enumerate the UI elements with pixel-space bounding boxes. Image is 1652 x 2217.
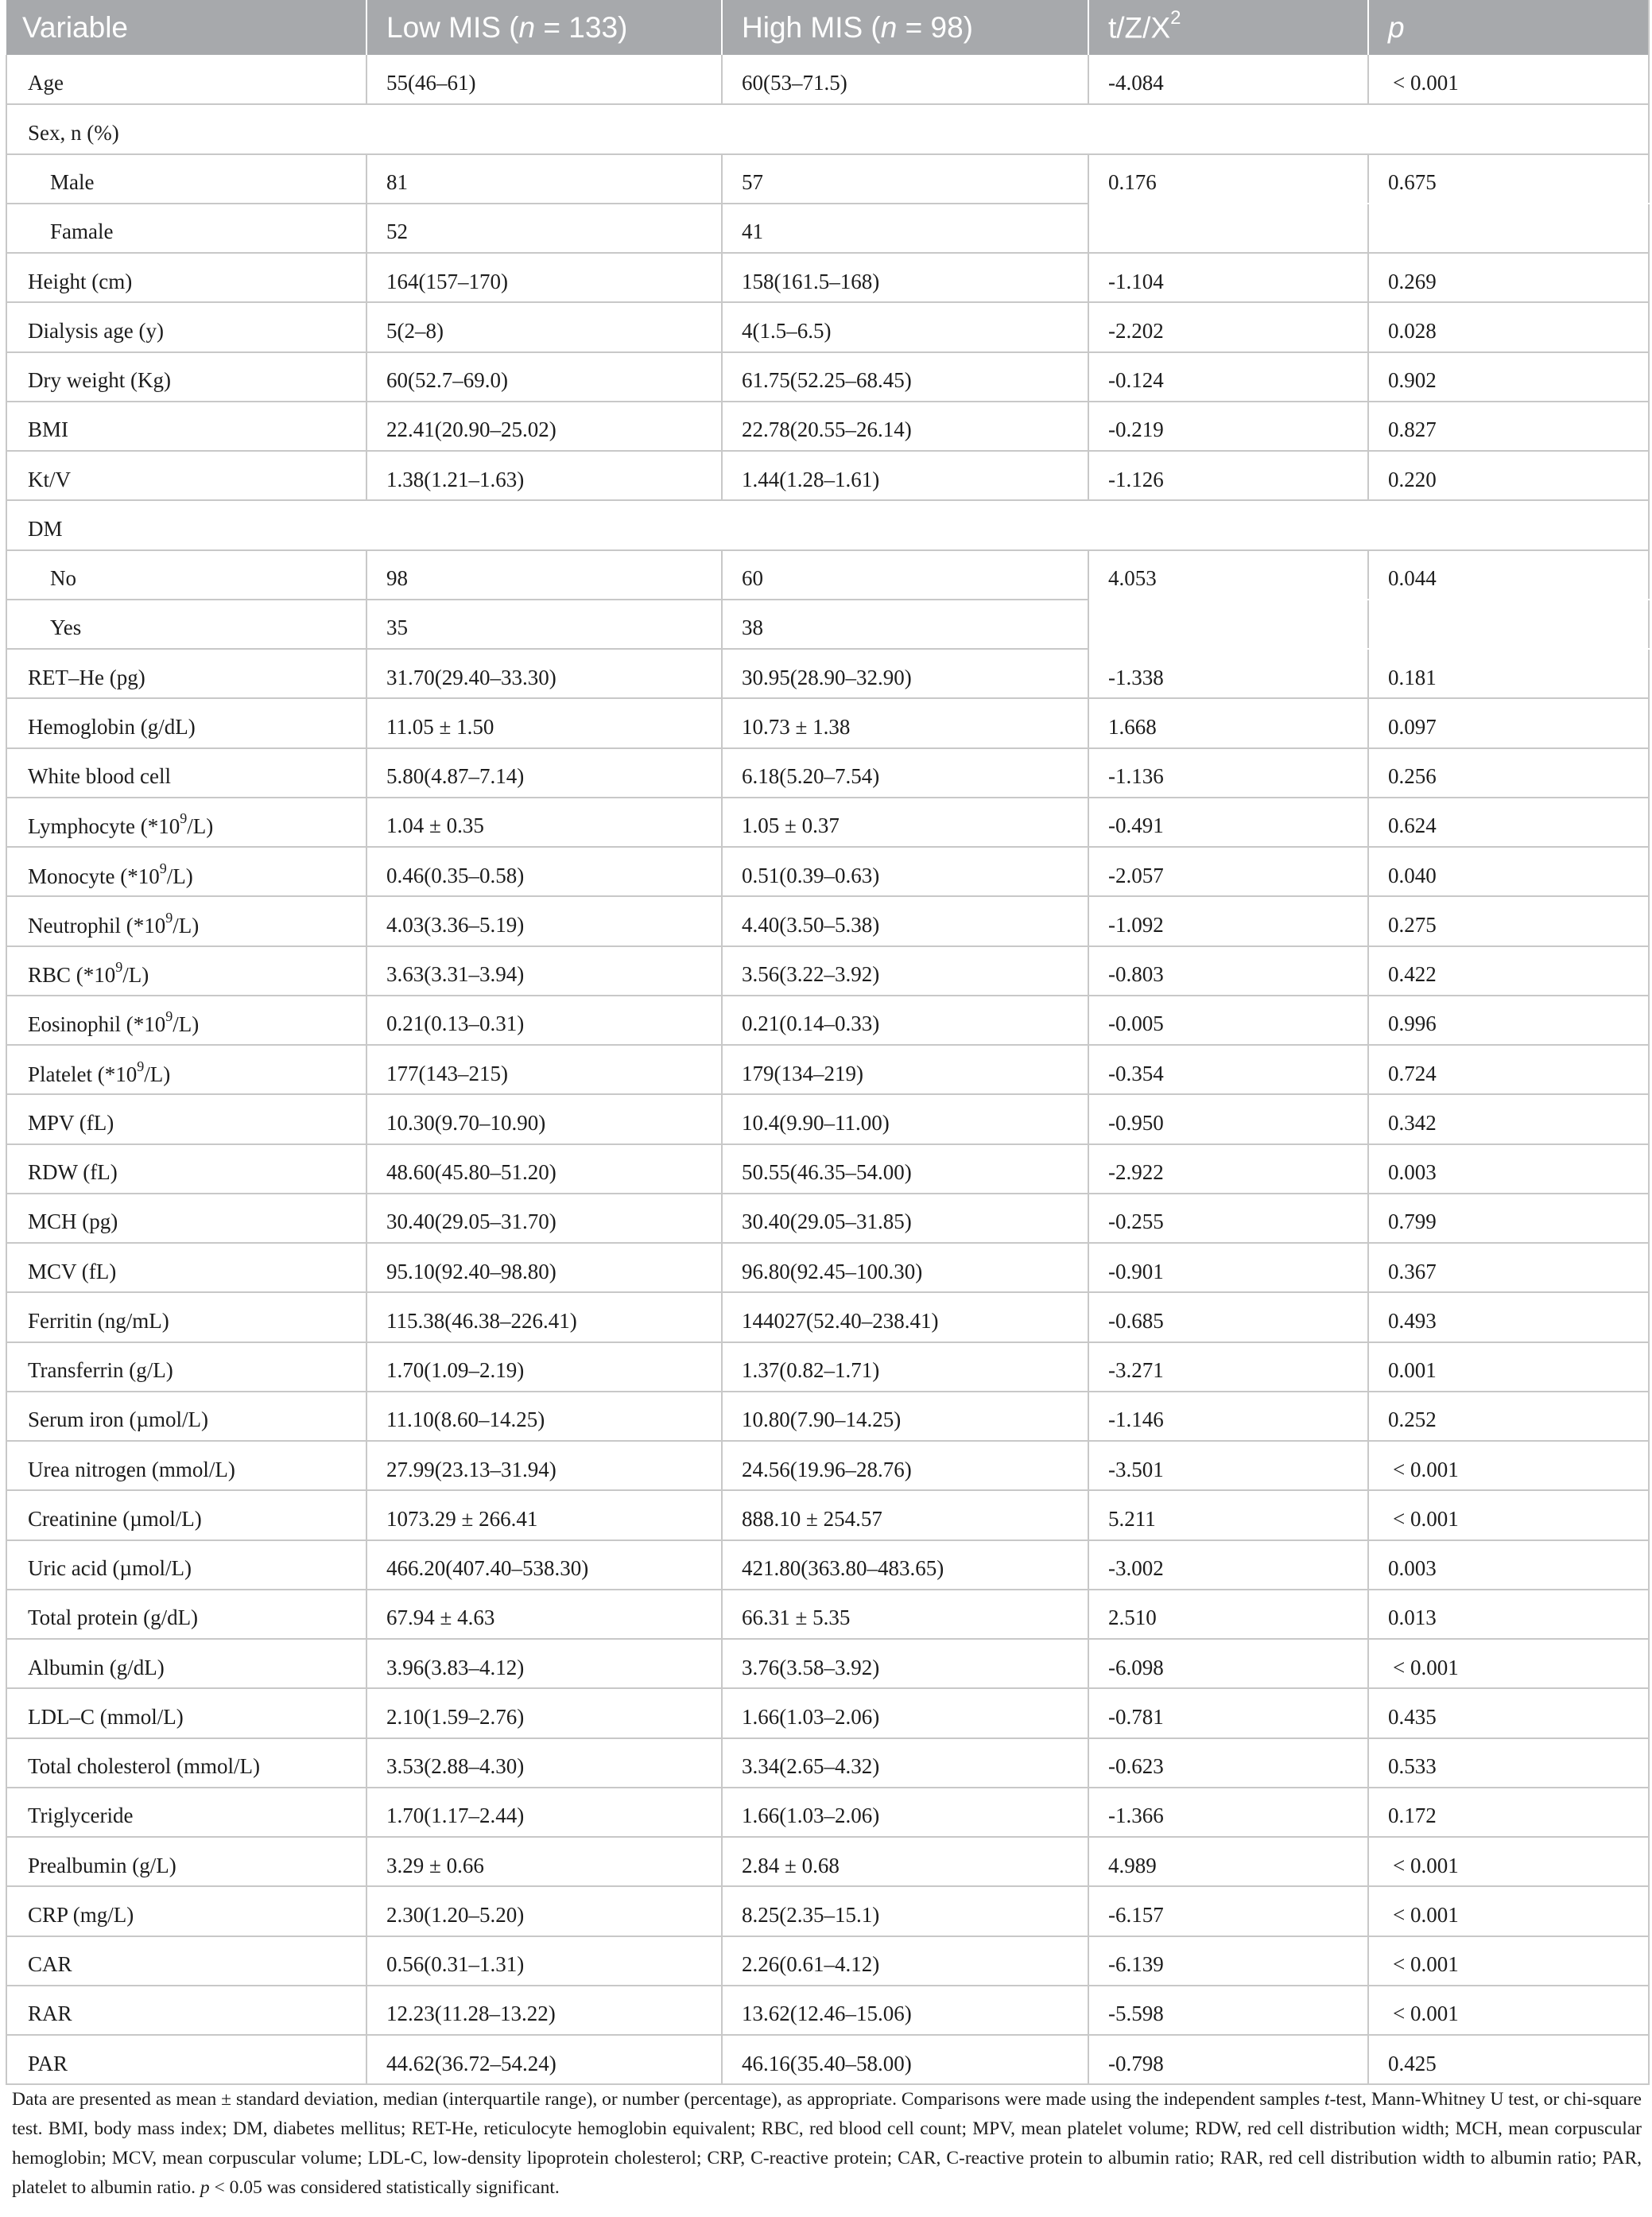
cell-p-value: 0.533 bbox=[1368, 1738, 1649, 1788]
cell-variable: Famale bbox=[6, 204, 366, 253]
cell-high-mis: 888.10 ± 254.57 bbox=[722, 1490, 1088, 1539]
cell-high-mis: 3.34(2.65–4.32) bbox=[722, 1738, 1088, 1788]
cell-statistic: 2.510 bbox=[1088, 1590, 1368, 1639]
cell-low-mis: 1.70(1.17–2.44) bbox=[366, 1788, 722, 1837]
header-variable: Variable bbox=[22, 10, 129, 44]
cell-variable: Total protein (g/dL) bbox=[6, 1590, 366, 1639]
data-table bbox=[6, 0, 1650, 2085]
cell-variable: LDL–C (mmol/L) bbox=[6, 1688, 366, 1737]
cell-variable: BMI bbox=[6, 402, 366, 451]
cell-variable: RET–He (pg) bbox=[6, 649, 366, 698]
cell-high-mis: 1.05 ± 0.37 bbox=[722, 798, 1088, 847]
cell-variable: MPV (fL) bbox=[6, 1094, 366, 1143]
cell-p-value: 0.425 bbox=[1368, 2035, 1649, 2084]
cell-high-mis: 60 bbox=[722, 550, 1088, 600]
cell-high-mis: 1.44(1.28–1.61) bbox=[722, 451, 1088, 500]
header-statistic: $t/Z/X^2$ bbox=[1088, 0, 1368, 55]
table-row bbox=[6, 798, 1649, 847]
cell-low-mis: 30.40(29.05–31.70) bbox=[366, 1194, 722, 1243]
cell-p-value: 0.097 bbox=[1368, 698, 1649, 747]
cell-variable: Urea nitrogen (mmol/L) bbox=[6, 1441, 366, 1490]
table-row bbox=[6, 1986, 1649, 2035]
cell-statistic bbox=[1088, 600, 1368, 649]
table-row bbox=[6, 500, 1649, 549]
cell-high-mis: 2.84 ± 0.68 bbox=[722, 1837, 1088, 1886]
cell-high-mis: 1.37(0.82–1.71) bbox=[722, 1342, 1088, 1392]
cell-statistic: -4.084 bbox=[1088, 55, 1368, 104]
cell-high-mis: 8.25(2.35–15.1) bbox=[722, 1886, 1088, 1936]
cell-p-value: < 0.001 bbox=[1368, 1986, 1649, 2035]
cell-variable: Eosinophil $(*10^9/L)$ bbox=[6, 996, 366, 1045]
cell-statistic: -5.598 bbox=[1088, 1986, 1368, 2035]
cell-high-mis: 6.18(5.20–7.54) bbox=[722, 748, 1088, 798]
cell-variable: Sex, n (%) bbox=[6, 104, 1649, 153]
cell-statistic: -1.092 bbox=[1088, 896, 1368, 945]
table-row bbox=[6, 302, 1649, 351]
cell-p-value bbox=[1368, 204, 1649, 253]
cell-low-mis: 3.53(2.88–4.30) bbox=[366, 1738, 722, 1788]
table-row bbox=[6, 104, 1649, 153]
cell-high-mis: 3.76(3.58–3.92) bbox=[722, 1639, 1088, 1688]
cell-variable: Age bbox=[6, 55, 366, 104]
cell-high-mis: 10.73 ± 1.38 bbox=[722, 698, 1088, 747]
cell-variable: CRP (mg/L) bbox=[6, 1886, 366, 1936]
cell-low-mis: 2.30(1.20–5.20) bbox=[366, 1886, 722, 1936]
cell-statistic: -1.104 bbox=[1088, 253, 1368, 302]
table-row bbox=[6, 649, 1649, 698]
cell-p-value: 0.342 bbox=[1368, 1094, 1649, 1143]
cell-p-value: 0.799 bbox=[1368, 1194, 1649, 1243]
cell-variable: Serum iron (µmol/L) bbox=[6, 1392, 366, 1441]
cell-high-mis: 60(53–71.5) bbox=[722, 55, 1088, 104]
cell-p-value: 0.028 bbox=[1368, 302, 1649, 351]
cell-high-mis: 2.26(0.61–4.12) bbox=[722, 1936, 1088, 1986]
table-row bbox=[6, 847, 1649, 896]
cell-variable: Dialysis age (y) bbox=[6, 302, 366, 351]
cell-high-mis: 10.80(7.90–14.25) bbox=[722, 1392, 1088, 1441]
cell-low-mis: 4.03(3.36–5.19) bbox=[366, 896, 722, 945]
cell-variable: Prealbumin (g/L) bbox=[6, 1837, 366, 1886]
cell-variable: Hemoglobin (g/dL) bbox=[6, 698, 366, 747]
cell-variable: Dry weight (Kg) bbox=[6, 352, 366, 402]
cell-variable: Triglyceride bbox=[6, 1788, 366, 1837]
cell-low-mis: 48.60(45.80–51.20) bbox=[366, 1144, 722, 1194]
cell-p-value: 0.256 bbox=[1368, 748, 1649, 798]
cell-low-mis: 5.80(4.87–7.14) bbox=[366, 748, 722, 798]
cell-high-mis: 61.75(52.25–68.45) bbox=[722, 352, 1088, 402]
cell-low-mis: 0.21(0.13–0.31) bbox=[366, 996, 722, 1045]
cell-high-mis: 0.21(0.14–0.33) bbox=[722, 996, 1088, 1045]
cell-variable: Total cholesterol (mmol/L) bbox=[6, 1738, 366, 1788]
cell-low-mis: 12.23(11.28–13.22) bbox=[366, 1986, 722, 2035]
table-row bbox=[6, 1243, 1649, 1292]
table-row bbox=[6, 55, 1649, 104]
table-footnote: Data are presented as mean ± standard deviation, median (interquartile range), or number (percentage), as appropriate. Comparisons were made using the independent samples t-test, Mann-Whitney U test, or chi-square test. BMI, body mass index; DM, diabetes mellitus; RET-He, reticulocyte hemoglobin equivalent; RBC, red blood cell count; MPV, mean platelet volume; RDW, red cell distribution width; MCH, mean corpuscular hemoglobin; MCV, mean corpuscular volume; LDL-C, low-density lipoprotein cholesterol; CRP, C-reactive protein; CAR, C-reactive protein to albumin ratio; RAR, red cell distribution width to albumin ratio; PAR, platelet to albumin ratio. p < 0.05 was considered statistically significant. bbox=[12, 2089, 1642, 2198]
header-low-mis: Low MIS (n = 133) bbox=[366, 0, 722, 55]
cell-statistic: -0.781 bbox=[1088, 1688, 1368, 1737]
cell-variable: DM bbox=[6, 500, 1649, 549]
cell-variable: Platelet $(*10^9/L)$ bbox=[6, 1045, 366, 1094]
cell-high-mis: 46.16(35.40–58.00) bbox=[722, 2035, 1088, 2084]
cell-low-mis: 3.96(3.83–4.12) bbox=[366, 1639, 722, 1688]
cell-low-mis: 11.10(8.60–14.25) bbox=[366, 1392, 722, 1441]
cell-p-value: < 0.001 bbox=[1368, 1936, 1649, 1986]
table-row bbox=[6, 996, 1649, 1045]
cell-p-value: 0.996 bbox=[1368, 996, 1649, 1045]
cell-variable: White blood cell bbox=[6, 748, 366, 798]
table-row bbox=[6, 154, 1649, 204]
cell-high-mis: 50.55(46.35–54.00) bbox=[722, 1144, 1088, 1194]
header-row bbox=[6, 0, 1649, 55]
table-row bbox=[6, 1788, 1649, 1837]
table-row bbox=[6, 698, 1649, 747]
table-row bbox=[6, 1094, 1649, 1143]
cell-high-mis: 13.62(12.46–15.06) bbox=[722, 1986, 1088, 2035]
cell-statistic: -1.126 bbox=[1088, 451, 1368, 500]
cell-p-value: < 0.001 bbox=[1368, 55, 1649, 104]
cell-statistic: -0.803 bbox=[1088, 946, 1368, 996]
cell-statistic: -0.901 bbox=[1088, 1243, 1368, 1292]
cell-statistic: -2.202 bbox=[1088, 302, 1368, 351]
table-row bbox=[6, 946, 1649, 996]
cell-statistic: 4.989 bbox=[1088, 1837, 1368, 1886]
cell-low-mis: 164(157–170) bbox=[366, 253, 722, 302]
cell-high-mis: 4.40(3.50–5.38) bbox=[722, 896, 1088, 945]
cell-statistic: -0.950 bbox=[1088, 1094, 1368, 1143]
cell-low-mis: 3.63(3.31–3.94) bbox=[366, 946, 722, 996]
table-row bbox=[6, 352, 1649, 402]
cell-p-value: 0.827 bbox=[1368, 402, 1649, 451]
table-row bbox=[6, 748, 1649, 798]
cell-variable: Height (cm) bbox=[6, 253, 366, 302]
cell-p-value: 0.003 bbox=[1368, 1144, 1649, 1194]
cell-variable: Ferritin (ng/mL) bbox=[6, 1292, 366, 1341]
cell-low-mis: 115.38(46.38–226.41) bbox=[366, 1292, 722, 1341]
cell-variable: MCV (fL) bbox=[6, 1243, 366, 1292]
cell-p-value: 0.003 bbox=[1368, 1540, 1649, 1590]
cell-high-mis: 179(134–219) bbox=[722, 1045, 1088, 1094]
cell-high-mis: 38 bbox=[722, 600, 1088, 649]
cell-low-mis: 27.99(23.13–31.94) bbox=[366, 1441, 722, 1490]
cell-statistic: -3.002 bbox=[1088, 1540, 1368, 1590]
cell-p-value: 0.252 bbox=[1368, 1392, 1649, 1441]
table-row bbox=[6, 253, 1649, 302]
cell-p-value: < 0.001 bbox=[1368, 1886, 1649, 1936]
table-row bbox=[6, 1886, 1649, 1936]
cell-low-mis: 3.29 ± 0.66 bbox=[366, 1837, 722, 1886]
cell-variable: PAR bbox=[6, 2035, 366, 2084]
cell-low-mis: 2.10(1.59–2.76) bbox=[366, 1688, 722, 1737]
cell-low-mis: 1.04 ± 0.35 bbox=[366, 798, 722, 847]
cell-low-mis: 11.05 ± 1.50 bbox=[366, 698, 722, 747]
cell-variable: Lymphocyte $(*10^9/L)$ bbox=[6, 798, 366, 847]
cell-p-value: 0.422 bbox=[1368, 946, 1649, 996]
cell-p-value: 0.624 bbox=[1368, 798, 1649, 847]
table-row bbox=[6, 1540, 1649, 1590]
cell-high-mis: 3.56(3.22–3.92) bbox=[722, 946, 1088, 996]
cell-p-value: 0.220 bbox=[1368, 451, 1649, 500]
cell-p-value: 0.001 bbox=[1368, 1342, 1649, 1392]
cell-p-value: 0.902 bbox=[1368, 352, 1649, 402]
cell-statistic: -1.136 bbox=[1088, 748, 1368, 798]
cell-p-value bbox=[1368, 600, 1649, 649]
cell-variable: Creatinine (µmol/L) bbox=[6, 1490, 366, 1539]
cell-high-mis: 1.66(1.03–2.06) bbox=[722, 1788, 1088, 1837]
cell-high-mis: 24.56(19.96–28.76) bbox=[722, 1441, 1088, 1490]
cell-high-mis: 1.66(1.03–2.06) bbox=[722, 1688, 1088, 1737]
cell-high-mis: 421.80(363.80–483.65) bbox=[722, 1540, 1088, 1590]
table-row bbox=[6, 451, 1649, 500]
cell-low-mis: 1073.29 ± 266.41 bbox=[366, 1490, 722, 1539]
cell-statistic: -0.219 bbox=[1088, 402, 1368, 451]
cell-high-mis: 96.80(92.45–100.30) bbox=[722, 1243, 1088, 1292]
table-row bbox=[6, 1837, 1649, 1886]
cell-statistic: -0.623 bbox=[1088, 1738, 1368, 1788]
table-row bbox=[6, 1194, 1649, 1243]
table-row bbox=[6, 1045, 1649, 1094]
cell-variable: Albumin (g/dL) bbox=[6, 1639, 366, 1688]
cell-low-mis: 31.70(29.40–33.30) bbox=[366, 649, 722, 698]
cell-statistic bbox=[1088, 204, 1368, 253]
cell-p-value: 0.435 bbox=[1368, 1688, 1649, 1737]
table-row bbox=[6, 1688, 1649, 1737]
cell-high-mis: 10.4(9.90–11.00) bbox=[722, 1094, 1088, 1143]
table-row bbox=[6, 1639, 1649, 1688]
cell-low-mis: 466.20(407.40–538.30) bbox=[366, 1540, 722, 1590]
cell-variable: RDW (fL) bbox=[6, 1144, 366, 1194]
cell-statistic: -0.491 bbox=[1088, 798, 1368, 847]
cell-p-value: 0.724 bbox=[1368, 1045, 1649, 1094]
cell-statistic: -1.146 bbox=[1088, 1392, 1368, 1441]
table-row bbox=[6, 1590, 1649, 1639]
cell-statistic: -1.338 bbox=[1088, 649, 1368, 698]
cell-statistic: -0.798 bbox=[1088, 2035, 1368, 2084]
cell-statistic: -1.366 bbox=[1088, 1788, 1368, 1837]
cell-low-mis: 44.62(36.72–54.24) bbox=[366, 2035, 722, 2084]
table-row bbox=[6, 896, 1649, 945]
cell-high-mis: 30.40(29.05–31.85) bbox=[722, 1194, 1088, 1243]
table-row bbox=[6, 1144, 1649, 1194]
cell-low-mis: 67.94 ± 4.63 bbox=[366, 1590, 722, 1639]
cell-low-mis: 0.46(0.35–0.58) bbox=[366, 847, 722, 896]
cell-high-mis: 41 bbox=[722, 204, 1088, 253]
table-row bbox=[6, 402, 1649, 451]
cell-p-value: < 0.001 bbox=[1368, 1441, 1649, 1490]
table-row bbox=[6, 1936, 1649, 1986]
cell-statistic: -0.354 bbox=[1088, 1045, 1368, 1094]
cell-low-mis: 52 bbox=[366, 204, 722, 253]
cell-statistic: -6.098 bbox=[1088, 1639, 1368, 1688]
cell-p-value: 0.013 bbox=[1368, 1590, 1649, 1639]
cell-low-mis: 10.30(9.70–10.90) bbox=[366, 1094, 722, 1143]
cell-statistic: 0.176 bbox=[1088, 154, 1368, 204]
cell-statistic: 1.668 bbox=[1088, 698, 1368, 747]
cell-statistic: -3.271 bbox=[1088, 1342, 1368, 1392]
cell-p-value: < 0.001 bbox=[1368, 1490, 1649, 1539]
cell-p-value: 0.172 bbox=[1368, 1788, 1649, 1837]
cell-statistic: -6.139 bbox=[1088, 1936, 1368, 1986]
cell-low-mis: 5(2–8) bbox=[366, 302, 722, 351]
cell-variable: Kt/V bbox=[6, 451, 366, 500]
cell-high-mis: 66.31 ± 5.35 bbox=[722, 1590, 1088, 1639]
cell-low-mis: 98 bbox=[366, 550, 722, 600]
table-header bbox=[6, 0, 1649, 55]
cell-statistic: -0.255 bbox=[1088, 1194, 1368, 1243]
cell-low-mis: 81 bbox=[366, 154, 722, 204]
cell-low-mis: 1.70(1.09–2.19) bbox=[366, 1342, 722, 1392]
cell-low-mis: 177(143–215) bbox=[366, 1045, 722, 1094]
cell-statistic: -2.922 bbox=[1088, 1144, 1368, 1194]
cell-variable: Yes bbox=[6, 600, 366, 649]
table-row bbox=[6, 1392, 1649, 1441]
cell-low-mis: 60(52.7–69.0) bbox=[366, 352, 722, 402]
cell-statistic: -0.124 bbox=[1088, 352, 1368, 402]
cell-low-mis: 22.41(20.90–25.02) bbox=[366, 402, 722, 451]
cell-high-mis: 144027(52.40–238.41) bbox=[722, 1292, 1088, 1341]
cell-p-value: 0.275 bbox=[1368, 896, 1649, 945]
cell-p-value: 0.675 bbox=[1368, 154, 1649, 204]
cell-low-mis: 35 bbox=[366, 600, 722, 649]
table-row bbox=[6, 1738, 1649, 1788]
cell-variable: No bbox=[6, 550, 366, 600]
cell-statistic: -0.005 bbox=[1088, 996, 1368, 1045]
cell-p-value: 0.493 bbox=[1368, 1292, 1649, 1341]
header-high-mis: High MIS (n = 98) bbox=[722, 0, 1088, 55]
cell-variable: Monocyte $(*10^9/L)$ bbox=[6, 847, 366, 896]
header-p-value: p bbox=[1368, 0, 1649, 55]
cell-high-mis: 22.78(20.55–26.14) bbox=[722, 402, 1088, 451]
cell-statistic: 4.053 bbox=[1088, 550, 1368, 600]
table-row bbox=[6, 1490, 1649, 1539]
cell-p-value: 0.269 bbox=[1368, 253, 1649, 302]
cell-high-mis: 57 bbox=[722, 154, 1088, 204]
table-row bbox=[6, 1441, 1649, 1490]
cell-variable: Male bbox=[6, 154, 366, 204]
cell-statistic: 5.211 bbox=[1088, 1490, 1368, 1539]
cell-variable: Transferrin (g/L) bbox=[6, 1342, 366, 1392]
cell-variable: RBC $(*10^9/L)$ bbox=[6, 946, 366, 996]
cell-statistic: -2.057 bbox=[1088, 847, 1368, 896]
cell-variable: Neutrophil $(*10^9/L)$ bbox=[6, 896, 366, 945]
table-body bbox=[6, 55, 1649, 2084]
cell-p-value: 0.367 bbox=[1368, 1243, 1649, 1292]
cell-variable: MCH (pg) bbox=[6, 1194, 366, 1243]
table-row bbox=[6, 1342, 1649, 1392]
cell-variable: RAR bbox=[6, 1986, 366, 2035]
cell-p-value: < 0.001 bbox=[1368, 1639, 1649, 1688]
cell-p-value: 0.181 bbox=[1368, 649, 1649, 698]
table-row bbox=[6, 1292, 1649, 1341]
cell-high-mis: 30.95(28.90–32.90) bbox=[722, 649, 1088, 698]
cell-low-mis: 55(46–61) bbox=[366, 55, 722, 104]
cell-statistic: -6.157 bbox=[1088, 1886, 1368, 1936]
cell-variable: CAR bbox=[6, 1936, 366, 1986]
table-row bbox=[6, 600, 1649, 649]
cell-low-mis: 1.38(1.21–1.63) bbox=[366, 451, 722, 500]
cell-statistic: -3.501 bbox=[1088, 1441, 1368, 1490]
cell-p-value: 0.044 bbox=[1368, 550, 1649, 600]
cell-variable: Uric acid (µmol/L) bbox=[6, 1540, 366, 1590]
cell-statistic: -0.685 bbox=[1088, 1292, 1368, 1341]
cell-low-mis: 95.10(92.40–98.80) bbox=[366, 1243, 722, 1292]
cell-high-mis: 0.51(0.39–0.63) bbox=[722, 847, 1088, 896]
cell-high-mis: 4(1.5–6.5) bbox=[722, 302, 1088, 351]
table-row bbox=[6, 204, 1649, 253]
cell-p-value: < 0.001 bbox=[1368, 1837, 1649, 1886]
table-row bbox=[6, 2035, 1649, 2084]
cell-p-value: 0.040 bbox=[1368, 847, 1649, 896]
cell-low-mis: 0.56(0.31–1.31) bbox=[366, 1936, 722, 1986]
table-row bbox=[6, 550, 1649, 600]
cell-high-mis: 158(161.5–168) bbox=[722, 253, 1088, 302]
